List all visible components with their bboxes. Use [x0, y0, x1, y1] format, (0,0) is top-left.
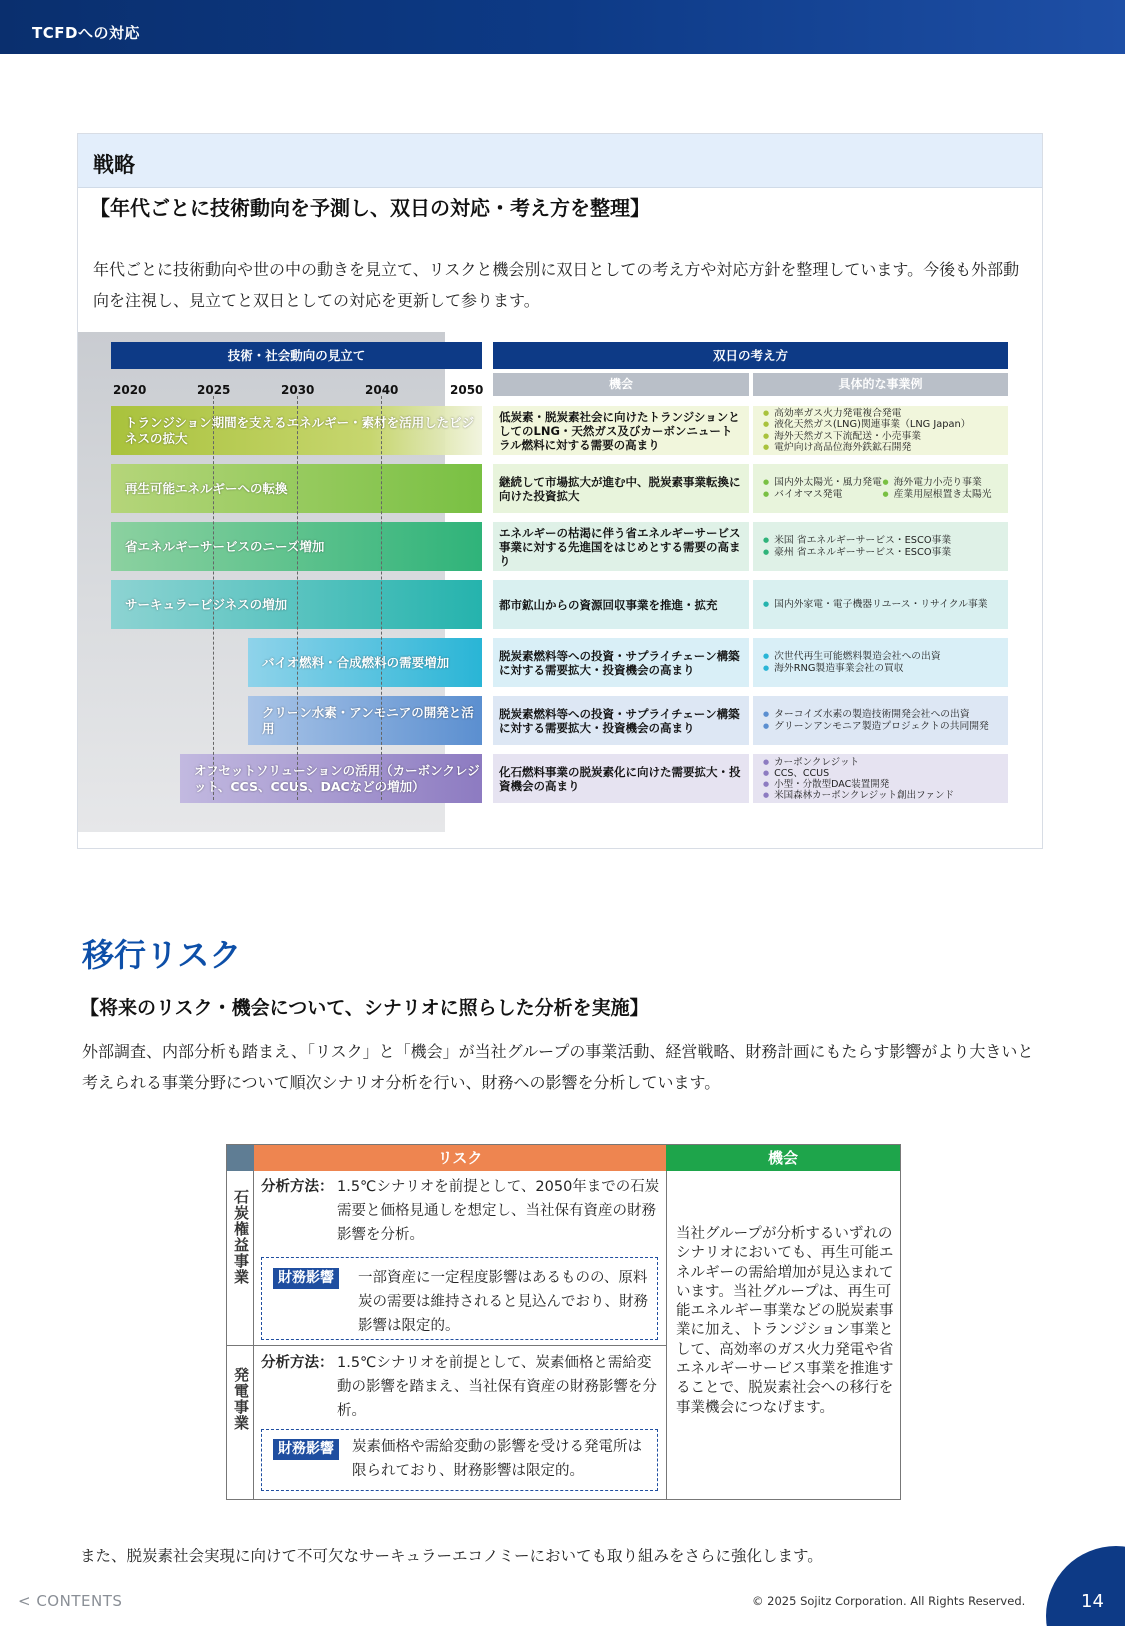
closing-text: また、脱炭素社会実現に向けて不可欠なサーキュラーエコノミーにおいても取り組みをさらに強化します。	[80, 1547, 823, 1565]
examples-cell	[753, 522, 1008, 571]
opportunity-column-header: 機会	[493, 373, 749, 396]
example-item: ● 高効率ガス火力発電複合発電	[763, 408, 1002, 420]
example-item: ● 国内外家電・電子機器リユース・リサイクル事業	[763, 599, 1002, 611]
opportunity-text: 当社グループが分析するいずれのシナリオにおいても、再生可能エネルギーの需給増加が見込まれています。当社グループは、再生可能エネルギー事業などの脱炭素事業に加え、トランジション事業として、高効率のガス火力発電や省エネルギーサービス事業を推進することで、脱炭素社会への移行を事業機会につなげます。	[676, 1226, 894, 1416]
table-divider	[227, 1345, 666, 1346]
examples-cell	[753, 464, 1008, 513]
strategy-subheading: 【年代ごとに技術動向を予測し、双日の対応・考え方を整理】	[90, 196, 650, 220]
trend-bar: バイオ燃料・合成燃料の需要増加	[248, 638, 482, 687]
section-title: 移行リスク	[82, 936, 242, 974]
example-item: ● CCS、CCUS	[763, 768, 1002, 779]
trend-bar: 再生可能エネルギーへの転換	[111, 464, 482, 513]
opportunity-cell: 脱炭素燃料等への投資・サプライチェーン構築に対する需要拡大・投資機会の高まり	[493, 638, 749, 687]
trend-bar: 省エネルギーサービスのニーズ増加	[111, 522, 482, 571]
example-item: ● カーボンクレジット	[763, 757, 1002, 768]
example-item: ● 米国 省エネルギーサービス・ESCO事業	[763, 535, 1002, 547]
financial-impact-text: 炭素価格や需給変動の影響を受ける発電所は限られており、財務影響は限定的。	[352, 1439, 642, 1479]
examples-cell	[753, 754, 1008, 803]
strategy-card	[77, 133, 1043, 849]
strategy-body: 年代ごとに技術動向や世の中の動きを見立て、リスクと機会別に双日としての考え方や対応方針を整理しています。今後も外部動向を注視し、見立てと双日としての対応を更新して参ります。	[93, 260, 1020, 310]
example-item: ● 次世代再生可能燃料製造会社への出資	[763, 651, 1002, 663]
opportunity-cell: 都市鉱山からの資源回収事業を推進・拡充	[493, 580, 749, 629]
financial-impact-tag: 財務影響	[273, 1268, 339, 1289]
section-subheading: 【将来のリスク・機会について、シナリオに照らした分析を実施】	[80, 997, 649, 1019]
analysis-method	[261, 1175, 661, 1247]
financial-impact-box	[261, 1257, 658, 1340]
example-item: ● 海外天然ガス下流配送・小売事業	[763, 431, 1002, 443]
examples-cell	[753, 638, 1008, 687]
strategy-card-header	[78, 134, 1042, 188]
trend-bar: クリーン水素・アンモニアの開発と活用	[248, 696, 482, 745]
examples-cell	[753, 696, 1008, 745]
table-divider	[666, 1171, 667, 1499]
opportunity-cell: 脱炭素燃料等への投資・サプライチェーン構築に対する需要拡大・投資機会の高まり	[493, 696, 749, 745]
example-item: ● バイオマス発電	[763, 489, 883, 501]
example-item: ● 電炉向け高品位海外鉄鉱石開発	[763, 442, 1002, 454]
method-label: 分析方法：	[261, 1355, 334, 1371]
table-corner	[227, 1145, 254, 1171]
financial-impact-box	[261, 1429, 658, 1491]
opportunity-cell: 化石燃料事業の脱炭素化に向けた需要拡大・投資機会の高まり	[493, 754, 749, 803]
example-item: ● ターコイズ水素の製造技術開発会社への出資	[763, 709, 1002, 721]
page-number: 14	[1081, 1591, 1104, 1612]
example-item: ● 米国森林カーボンクレジット創出ファンド	[763, 790, 1002, 801]
method-text: 1.5℃シナリオを前提として、炭素価格と需給変動の影響を踏まえ、当社保有資産の財務影響を分析。	[337, 1355, 657, 1419]
trend-bar: オフセットソリューションの活用（カーボンクレジット、CCS、CCUS、DACなどの増加）	[180, 754, 482, 803]
example-item: ● 産業用屋根置き太陽光	[883, 489, 1003, 501]
analysis-method	[261, 1351, 661, 1423]
timeline-gridline	[297, 396, 298, 800]
method-label: 分析方法：	[261, 1179, 334, 1195]
table-divider	[253, 1171, 254, 1499]
example-item: ● グリーンアンモニア製造プロジェクトの共同開発	[763, 721, 1002, 733]
financial-impact-tag: 財務影響	[273, 1439, 339, 1460]
year-label: 2030	[281, 383, 315, 397]
example-item: ● 海外RNG製造事業会社の買収	[763, 663, 1002, 675]
examples-cell	[753, 406, 1008, 455]
copyright: © 2025 Sojitz Corporation. All Rights Reserved.	[752, 1594, 1026, 1608]
row-label-coal: 石炭権益事業	[232, 1189, 250, 1285]
sojitz-view-header: 双日の考え方	[493, 342, 1008, 369]
header-bar	[0, 0, 1125, 54]
contents-link[interactable]: < CONTENTS	[18, 1592, 123, 1610]
year-label: 2050	[450, 383, 484, 397]
strategy-heading: 戦略	[93, 153, 135, 177]
row-label-power: 発電事業	[232, 1367, 250, 1431]
year-label: 2020	[113, 383, 147, 397]
strategy-matrix	[78, 332, 1044, 832]
examples-cell	[753, 580, 1008, 629]
example-item: ● 豪州 省エネルギーサービス・ESCO事業	[763, 547, 1002, 559]
example-item: ● 海外電力小売り事業	[883, 477, 1003, 489]
opportunity-cell: エネルギーの枯渇に伴う省エネルギーサービス事業に対する先進国をはじめとする需要の高まり	[493, 522, 749, 571]
timeline-gridline	[381, 396, 382, 800]
page-number-badge	[1046, 1546, 1125, 1626]
risk-opportunity-table	[226, 1144, 901, 1500]
example-item: ● 小型・分散型DAC装置開発	[763, 779, 1002, 790]
year-label: 2040	[365, 383, 399, 397]
year-label: 2025	[197, 383, 231, 397]
header-title: TCFDへの対応	[32, 24, 140, 42]
opportunity-cell: 継続して市場拡大が進む中、脱炭素事業転換に向けた投資拡大	[493, 464, 749, 513]
example-item: ● 液化天然ガス(LNG)関連事業（LNG Japan）	[763, 419, 1002, 431]
timeline-gridline	[213, 396, 214, 800]
example-item: ● 国内外太陽光・風力発電	[763, 477, 883, 489]
examples-column-header: 具体的な事業例	[753, 373, 1008, 396]
trend-header: 技術・社会動向の見立て	[111, 342, 482, 369]
opportunity-column-header: 機会	[666, 1145, 900, 1171]
opportunity-cell: 低炭素・脱炭素社会に向けたトランジションとしてのLNG・天然ガス及びカーボンニュートラル燃料に対する需要の高まり	[493, 406, 749, 455]
method-text: 1.5℃シナリオを前提として、2050年までの石炭需要と価格見通しを想定し、当社保有資産の財務影響を分析。	[337, 1179, 660, 1243]
trend-bar: サーキュラービジネスの増加	[111, 580, 482, 629]
financial-impact-text: 一部資産に一定程度影響はあるものの、原料炭の需要は維持されると見込んでおり、財務影響は限定的。	[358, 1270, 648, 1334]
section-body: 外部調査、内部分析も踏まえ、「リスク」と「機会」が当社グループの事業活動、経営戦略、財務計画にもたらす影響がより大きいと考えられる事業分野について順次シナリオ分析を行い、財務への影響を分析しています。	[82, 1042, 1034, 1092]
trend-bar: トランジション期間を支えるエネルギー・素材を活用したビジネスの拡大	[111, 406, 482, 455]
risk-column-header: リスク	[254, 1145, 666, 1171]
